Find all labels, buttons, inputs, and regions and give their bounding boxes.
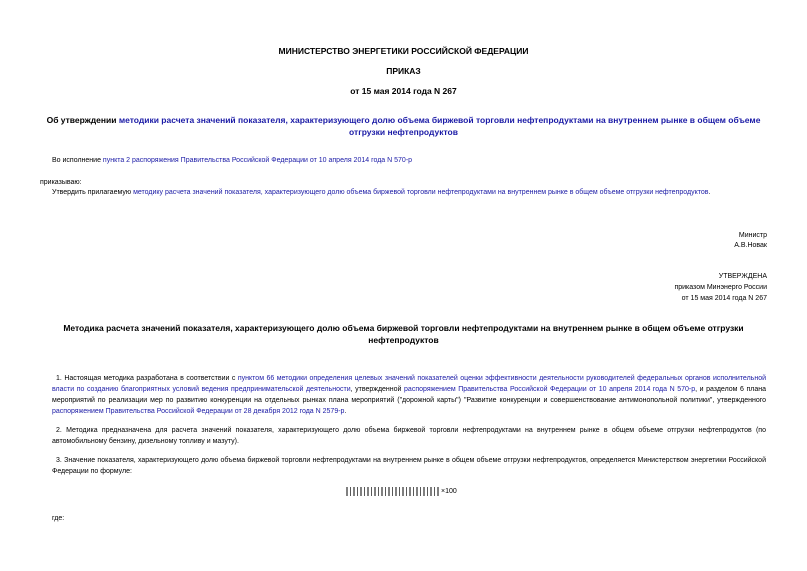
intro-prefix: Во исполнение (52, 157, 103, 164)
approved-label: УТВЕРЖДЕНА (718, 273, 767, 280)
paragraph-2: 2. Методика предназначена для расчета значений показателя, характеризующего долю объема биржевой торговли нефтепродуктами на внутреннем рынке в общем объеме отгрузки нефтепродуктов (по автомобильному бензину, дизельному топливу и мазуту). (52, 427, 766, 445)
order-prefix: Утвердить прилагаемую (52, 189, 134, 196)
approved-by: приказом Минэнерго России (674, 284, 767, 291)
para1-link-decree-2579[interactable]: распоряжением Правительства Российской Федерации от 28 декабря 2012 года N 2579-р (52, 408, 345, 415)
title-prefix: Об утверждении (46, 115, 119, 125)
formula-image (346, 487, 440, 496)
doc-type-heading: ПРИКАЗ (386, 66, 421, 76)
order-methodology-link[interactable]: методику расчета значений показателя, характеризующего долю объема биржевой торговли нефтепродуктами на внутреннем рынке в общем объеме отгрузки нефтепродуктов (133, 189, 709, 196)
intro-paragraph (52, 155, 412, 166)
approved-date: от 15 мая 2014 года N 267 (681, 295, 767, 302)
order-title (40, 114, 767, 138)
method-title: Методика расчета значений показателя, характеризующего долю объема биржевой торговли нефтепродуктами на внутреннем рынке в общем объеме отгрузки нефтепродуктов (63, 323, 744, 345)
para1-text-1: 1. Настоящая методика разработана в соответствии с (56, 375, 238, 382)
intro-decree-link[interactable]: пункта 2 распоряжения Правительства Российской Федерации от 10 апреля 2014 года N 570-р (102, 157, 413, 164)
order-paragraph (52, 187, 710, 198)
paragraph-3: 3. Значение показателя, характеризующего долю объема биржевой торговли нефтепродуктами на внутреннем рынке в общем объеме отгрузки нефтепродуктов, определяется Министерством энергетики Российской Федерации по формуле: (52, 457, 766, 475)
signature-name: А.В.Новак (734, 242, 767, 249)
para1-text-2: , утвержденной (350, 386, 405, 393)
where-label: где: (52, 515, 65, 522)
order-suffix: . (708, 189, 711, 196)
ministry-heading: МИНИСТЕРСТВО ЭНЕРГЕТИКИ РОССИЙСКОЙ ФЕДЕРАЦИИ (278, 46, 529, 56)
formula (346, 487, 457, 501)
paragraph-1 (52, 373, 766, 417)
formula-multiplier: ×100 (441, 488, 457, 495)
order-label: приказываю: (40, 179, 82, 186)
para1-link-decree-570[interactable]: распоряжением Правительства Российской Федерации от 10 апреля 2014 года N 570-р (404, 386, 696, 393)
title-methodology-link[interactable]: методики расчета значений показателя, характеризующего долю объема биржевой торговли нефтепродуктами на внутреннем рынке в общем объеме отгрузки нефтепродуктов (118, 115, 761, 137)
para1-link-clause-66[interactable]: пунктом 66 методики определения целевых значений показателей оценки эффективности деятельности руководителей федеральных органов исполнительной власти по созданию благоприятных условий ведения предпринимательской деятельности (52, 375, 766, 393)
para1-text-3: , и разделом 6 плана мероприятий по реализации мер по развитию конкуренции на отдельных рынках плана мероприятий ("дорожной карты") "Развитие конкуренции и совершенствование антимонопольной политики", утвержденного (52, 386, 766, 404)
signature-position: Министр (738, 232, 767, 239)
para1-text-4: . (344, 408, 347, 415)
date-number-heading: от 15 мая 2014 года N 267 (350, 86, 457, 96)
